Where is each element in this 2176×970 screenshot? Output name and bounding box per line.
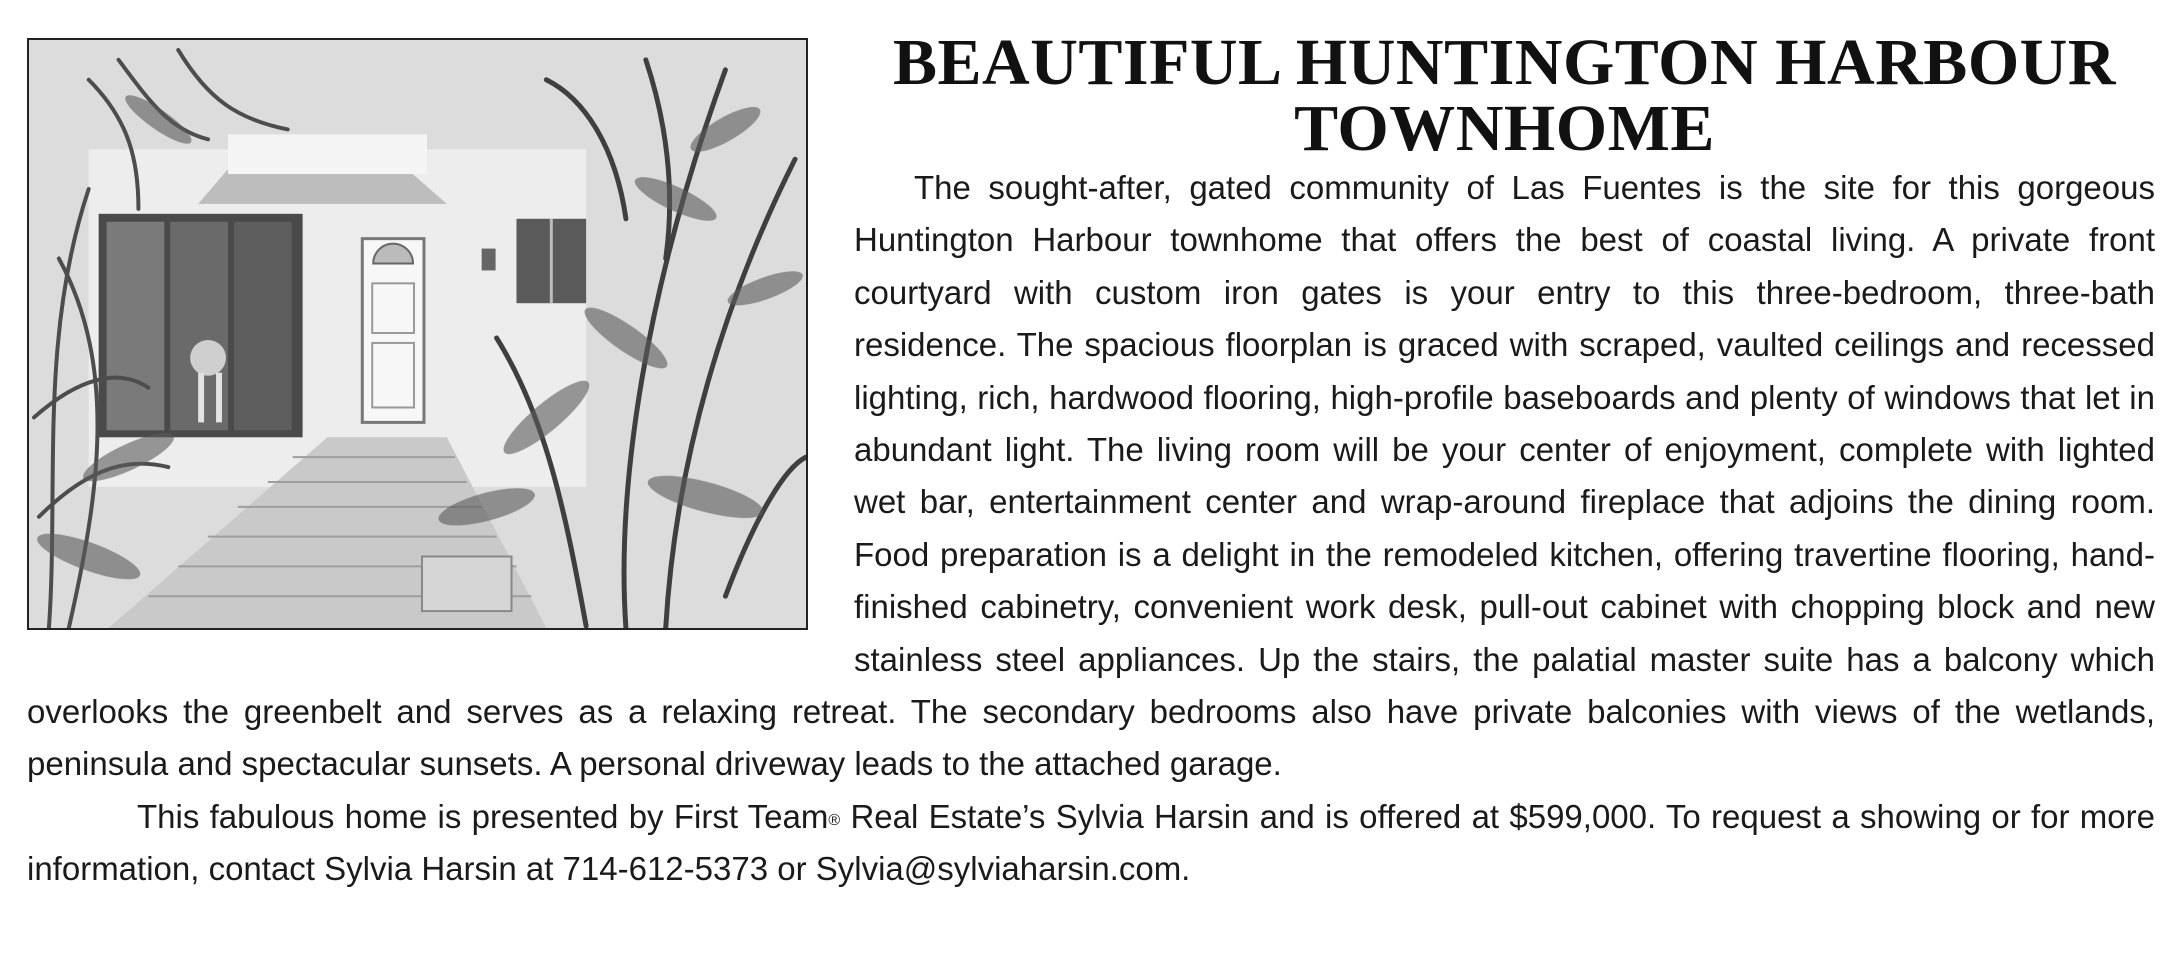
townhome-courtyard-photo <box>27 38 808 630</box>
registered-trademark-symbol: ® <box>828 811 841 829</box>
listing-article <box>27 26 2155 896</box>
description-paragraph-2 <box>27 791 2155 896</box>
agent-intro-text: This fabulous home is presented by First Team <box>137 797 829 835</box>
listing-title-line-2: TOWNHOME <box>1294 92 1715 165</box>
description-paragraph-1: The sought-after, gated community of Las Fuentes is the site for this gorgeous Huntington Harbour townhome that offers the best of coastal living. A private front courtyard with custom iron gates is your entry to this three-bedroom, three-bath residence. The spacious floorplan is graced with scraped, vaulted ceilings and recessed lighting, rich, hardwood flooring, high-profile baseboards and plenty of windows that let in abundant light. The living room will be your center of enjoyment, complete with lighted wet bar, entertainment center and wrap-around fireplace that adjoins the dining room. Food preparation is a delight in the remodeled kitchen, offering travertine flooring, hand-finished cabinetry, convenient work desk, pull-out cabinet with chopping block and new stainless steel appliances. Up the stairs, the palatial master suite has a balcony which overlooks the greenbelt and serves as a relaxing retreat. The secondary bedrooms also have private balconies with views of the wetlands, peninsula and spectacular sunsets. A personal driveway leads to the attached garage. <box>27 169 2155 783</box>
listing-title-line-1: BEAUTIFUL HUNTINGTON HARBOUR <box>893 26 2116 99</box>
agent-contact-text: Real Estate’s Sylvia Harsin and is offered at $599,000. To request a showing or for more information, contact Sylvia Harsin at 714-612-5373 or Sylvia@sylviaharsin.com. <box>27 797 2155 888</box>
